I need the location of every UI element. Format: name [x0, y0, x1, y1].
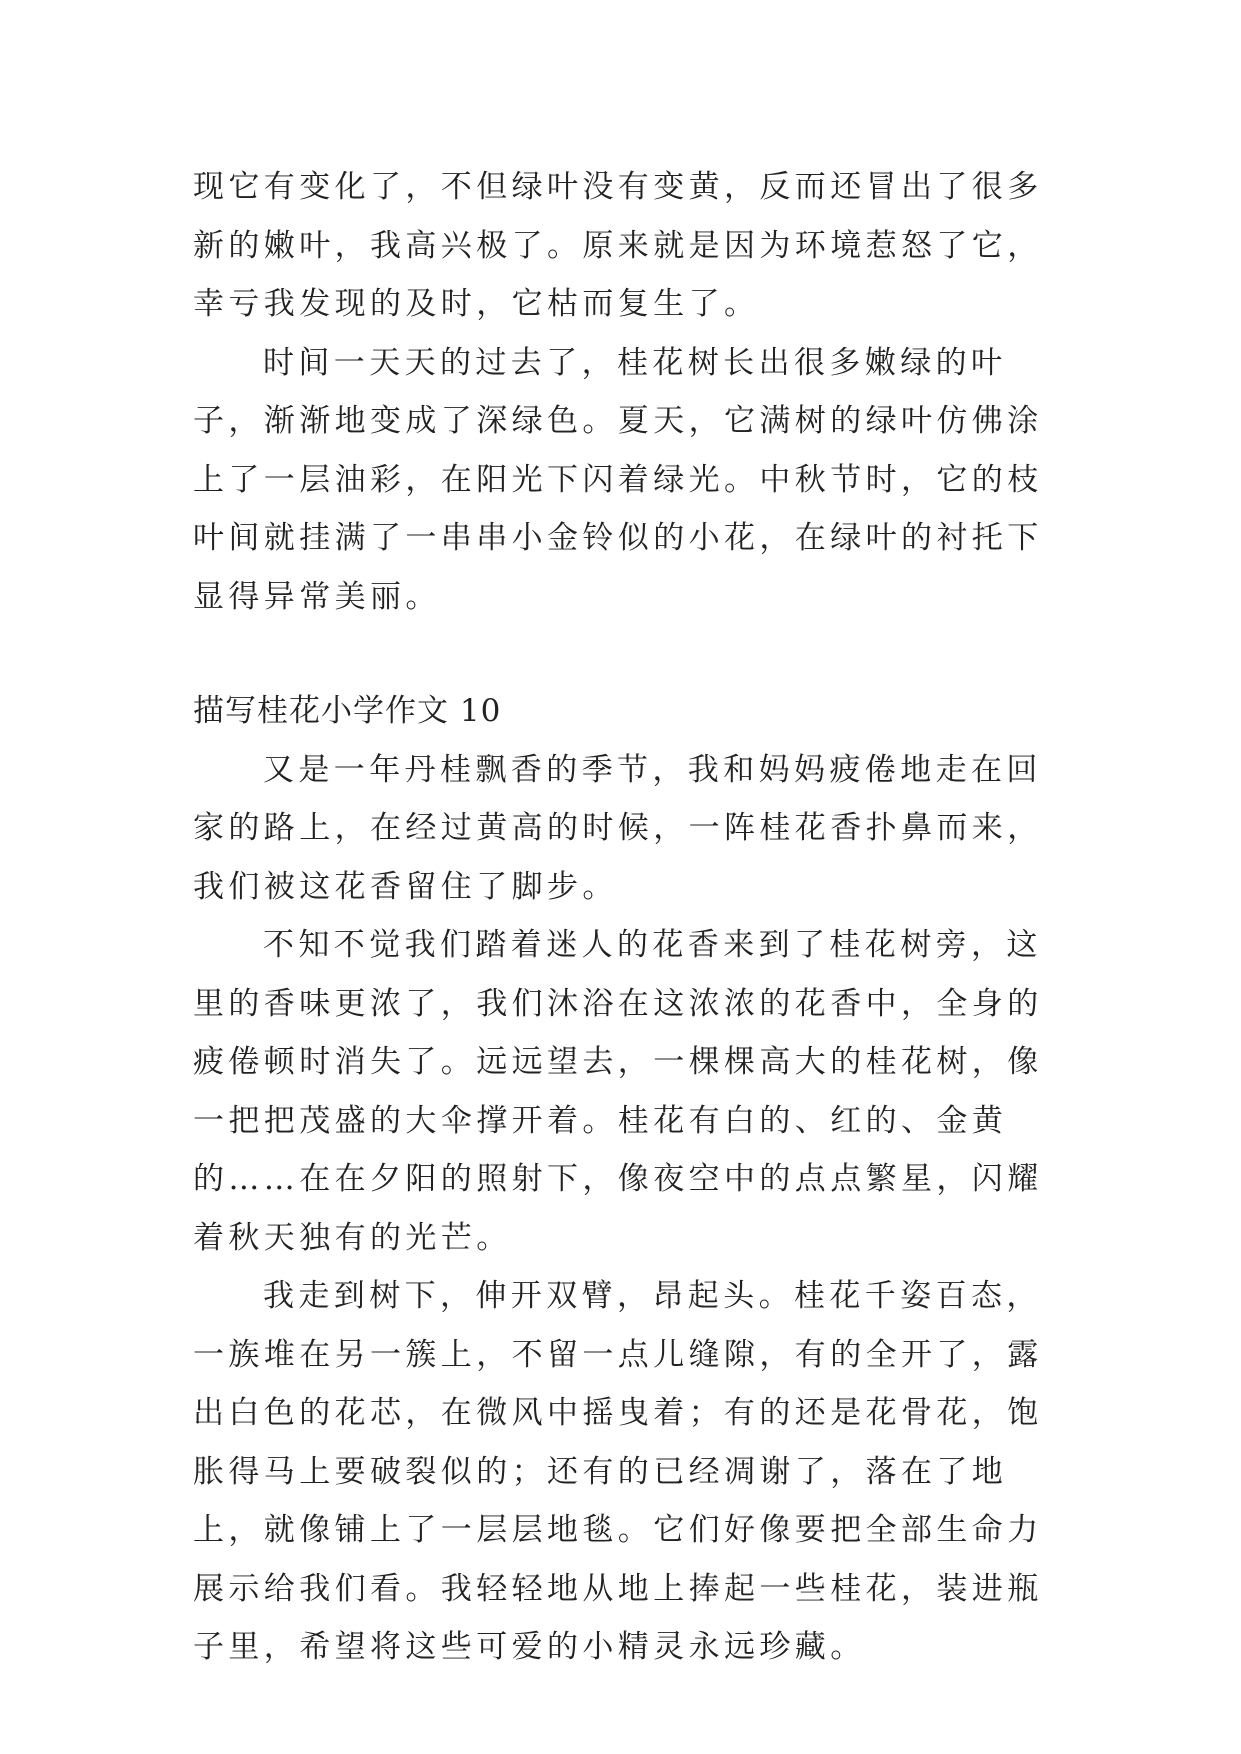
paragraph-osmanthus-growth: 时间一天天的过去了，桂花树长出很多嫩绿的叶子，渐渐地变成了深绿色。夏天，它满树的绿叶仿佛涂上了一层油彩，在阳光下闪着绿光。中秋节时，它的枝叶间就挂满了一串串小金铃似的小花，在绿叶的衬托下显得异常美丽。: [193, 344, 1043, 615]
paragraph-intro: 又是一年丹桂飘香的季节，我和妈妈疲倦地走在回家的路上，在经过黄高的时候，一阵桂花香扑鼻而来，我们被这花香留住了脚步。: [193, 751, 1043, 905]
section-title: 描写桂花小学作文 10: [193, 693, 502, 729]
paragraph-closing: 我走到树下，伸开双臂，昂起头。桂花千姿百态，一族堆在另一簇上，不留一点儿缝隙，有的全开了，露出白色的花芯，在微风中摇曳着；有的还是花骨花，饱胀得马上要破裂似的；还有的已经凋谢了，落在了地上，就像铺上了一层层地毯。它们好像要把全部生命力展示给我们看。我轻轻地从地上捧起一些桂花，装进瓶子里，希望将这些可爱的小精灵永远珍藏。: [193, 1278, 1043, 1665]
paragraph-description: 不知不觉我们踏着迷人的花香来到了桂花树旁，这里的香味更浓了，我们沐浴在这浓浓的花香中，全身的疲倦顿时消失了。远远望去，一棵棵高大的桂花树，像一把把茂盛的大伞撑开着。桂花有白的、红的、金黄的……在在夕阳的照射下，像夜空中的点点繁星，闪耀着秋天独有的光芒。: [193, 927, 1043, 1256]
document-body: [193, 158, 1053, 1677]
paragraph-continued: 现它有变化了，不但绿叶没有变黄，反而还冒出了很多新的嫩叶，我高兴极了。原来就是因为环境惹怒了它，幸亏我发现的及时，它枯而复生了。: [193, 169, 1043, 322]
